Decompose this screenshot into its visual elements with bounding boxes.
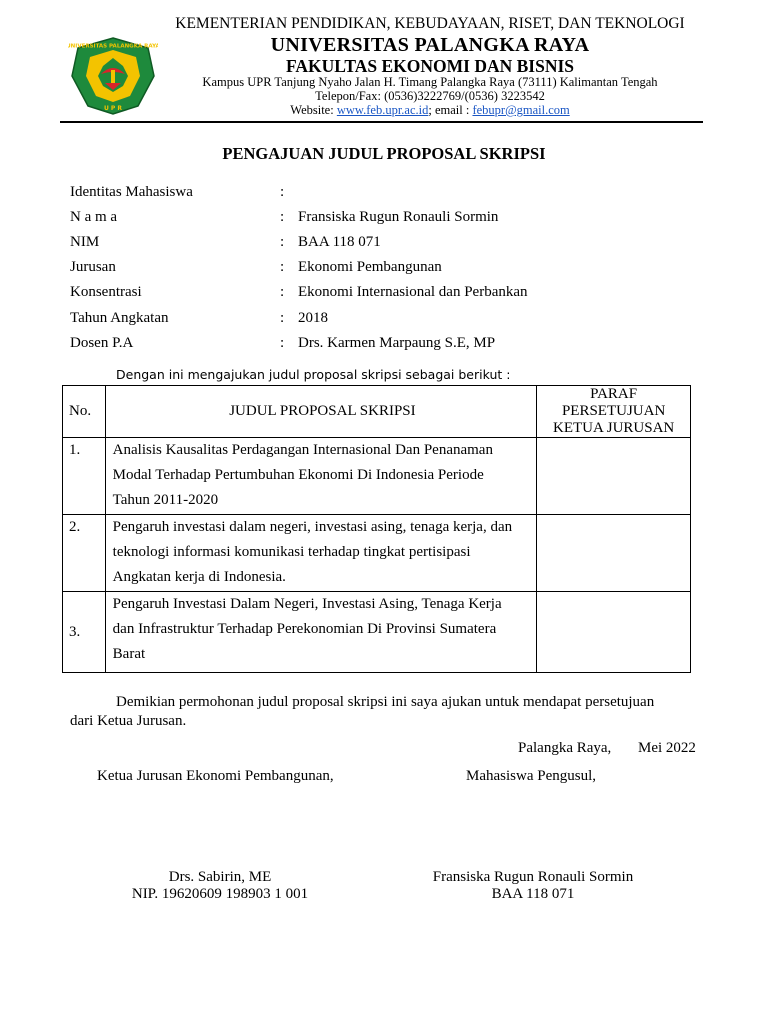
signer-role-right: Mahasiswa Pengusul, bbox=[466, 768, 596, 784]
identity-value: Drs. Karmen Marpaung S.E, MP bbox=[298, 335, 496, 351]
university-seal-icon bbox=[68, 36, 158, 116]
title-line: teknologi informasi komunikasi terhadap tingkat pertisipasi bbox=[112, 544, 471, 560]
signer-name: Fransiska Rugun Ronauli Sormin bbox=[432, 869, 634, 885]
approval-cell bbox=[537, 515, 691, 592]
letterhead-divider bbox=[60, 121, 703, 123]
seal-ring-text: UNIVERSITAS PALANGKA RAYA bbox=[68, 43, 158, 50]
row-title bbox=[105, 438, 537, 515]
title-line: Pengaruh investasi dalam negeri, investasi asing, tenaga kerja, dan bbox=[112, 519, 513, 535]
title-line: Analisis Kausalitas Perdagangan Internasional Dan Penanaman bbox=[112, 442, 493, 458]
closing-paragraph-line: dari Ketua Jurusan. bbox=[70, 713, 187, 729]
header-approval-line: PARAF bbox=[590, 386, 638, 402]
identity-row bbox=[70, 335, 710, 360]
identity-label: Dosen P.A bbox=[70, 335, 134, 351]
proposal-table bbox=[62, 385, 691, 673]
signer-name: Drs. Sabirin, ME bbox=[168, 869, 272, 885]
website-label: Website: bbox=[290, 103, 337, 117]
document-title: PENGAJUAN JUDUL PROPOSAL SKRIPSI bbox=[222, 144, 546, 163]
identity-label: Identitas Mahasiswa bbox=[70, 184, 193, 200]
header-no: No. bbox=[63, 386, 106, 438]
header-approval bbox=[537, 386, 691, 438]
signer-id: BAA 118 071 bbox=[491, 886, 575, 902]
identity-label: Jurusan bbox=[70, 259, 116, 275]
identity-row bbox=[70, 259, 710, 284]
ministry-name: KEMENTERIAN PENDIDIKAN, KEBUDAYAAN, RISET, DAN TEKNOLOGI bbox=[175, 15, 685, 32]
row-number: 1. bbox=[63, 438, 106, 515]
header-title: JUDUL PROPOSAL SKRIPSI bbox=[105, 386, 537, 438]
row-title bbox=[105, 592, 537, 673]
identity-colon: : bbox=[280, 284, 285, 300]
identity-row bbox=[70, 209, 710, 234]
title-line: Modal Terhadap Pertumbuhan Ekonomi Di Indonesia Periode bbox=[112, 467, 484, 483]
contact-line bbox=[160, 103, 700, 118]
date: Mei 2022 bbox=[638, 740, 696, 756]
title-line: Pengaruh Investasi Dalam Negeri, Investasi Asing, Tenaga Kerja bbox=[112, 596, 502, 612]
title-line: dan Infrastruktur Terhadap Perekonomian Di Provinsi Sumatera bbox=[112, 621, 497, 637]
signature-left bbox=[100, 869, 340, 903]
identity-colon: : bbox=[280, 335, 285, 351]
signature-right bbox=[413, 869, 653, 903]
row-title bbox=[105, 515, 537, 592]
approval-cell bbox=[537, 592, 691, 673]
identity-label: Tahun Angkatan bbox=[70, 310, 169, 326]
identity-value: Ekonomi Internasional dan Perbankan bbox=[298, 284, 528, 300]
table-header-row bbox=[63, 386, 691, 438]
row-number: 2. bbox=[63, 515, 106, 592]
table-row bbox=[63, 592, 691, 673]
identity-row bbox=[70, 234, 710, 259]
website-link[interactable]: www.feb.upr.ac.id bbox=[336, 103, 429, 117]
identity-colon: : bbox=[280, 310, 285, 326]
email-link[interactable]: febupr@gmail.com bbox=[472, 103, 570, 117]
header-approval-line: PERSETUJUAN bbox=[561, 403, 666, 419]
place: Palangka Raya, bbox=[518, 740, 612, 756]
title-line: Angkatan kerja di Indonesia. bbox=[112, 569, 286, 585]
university-name: UNIVERSITAS PALANGKA RAYA bbox=[270, 34, 590, 56]
identity-value: BAA 118 071 bbox=[298, 234, 381, 250]
intro-text: Dengan ini mengajukan judul proposal skripsi sebagai berikut : bbox=[116, 367, 511, 382]
email-label: ; email : bbox=[428, 103, 473, 117]
row-number: 3. bbox=[63, 592, 106, 673]
faculty-name: FAKULTAS EKONOMI DAN BISNIS bbox=[286, 56, 574, 76]
signer-role-left: Ketua Jurusan Ekonomi Pembangunan, bbox=[97, 768, 334, 784]
campus-address: Kampus UPR Tanjung Nyaho Jalan H. Timang Palangka Raya (73111) Kalimantan Tengah bbox=[202, 75, 658, 89]
approval-cell bbox=[537, 438, 691, 515]
identity-label: N a m a bbox=[70, 209, 118, 225]
seal-bottom-text: U P R bbox=[103, 105, 123, 112]
identity-row bbox=[70, 184, 710, 209]
identity-row bbox=[70, 284, 710, 309]
identity-row bbox=[70, 310, 710, 335]
identity-colon: : bbox=[280, 209, 285, 225]
identity-value: 2018 bbox=[298, 310, 328, 326]
closing-paragraph-line: Demikian permohonan judul proposal skripsi ini saya ajukan untuk mendapat persetujuan bbox=[116, 694, 655, 710]
table-row bbox=[63, 515, 691, 592]
header-approval-line: KETUA JURUSAN bbox=[552, 420, 675, 436]
identity-value: Fransiska Rugun Ronauli Sormin bbox=[298, 209, 499, 225]
table-row bbox=[63, 438, 691, 515]
title-line: Barat bbox=[112, 646, 146, 662]
identity-colon: : bbox=[280, 234, 285, 250]
identity-colon: : bbox=[280, 259, 285, 275]
identity-colon: : bbox=[280, 184, 285, 200]
identity-value: Ekonomi Pembangunan bbox=[298, 259, 442, 275]
identity-label: Konsentrasi bbox=[70, 284, 142, 300]
phone-fax: Telepon/Fax: (0536)3222769/(0536) 3223542 bbox=[315, 89, 545, 103]
title-line: Tahun 2011-2020 bbox=[112, 492, 219, 508]
identity-label: NIM bbox=[70, 234, 100, 250]
signer-id: NIP. 19620609 198903 1 001 bbox=[131, 886, 309, 902]
